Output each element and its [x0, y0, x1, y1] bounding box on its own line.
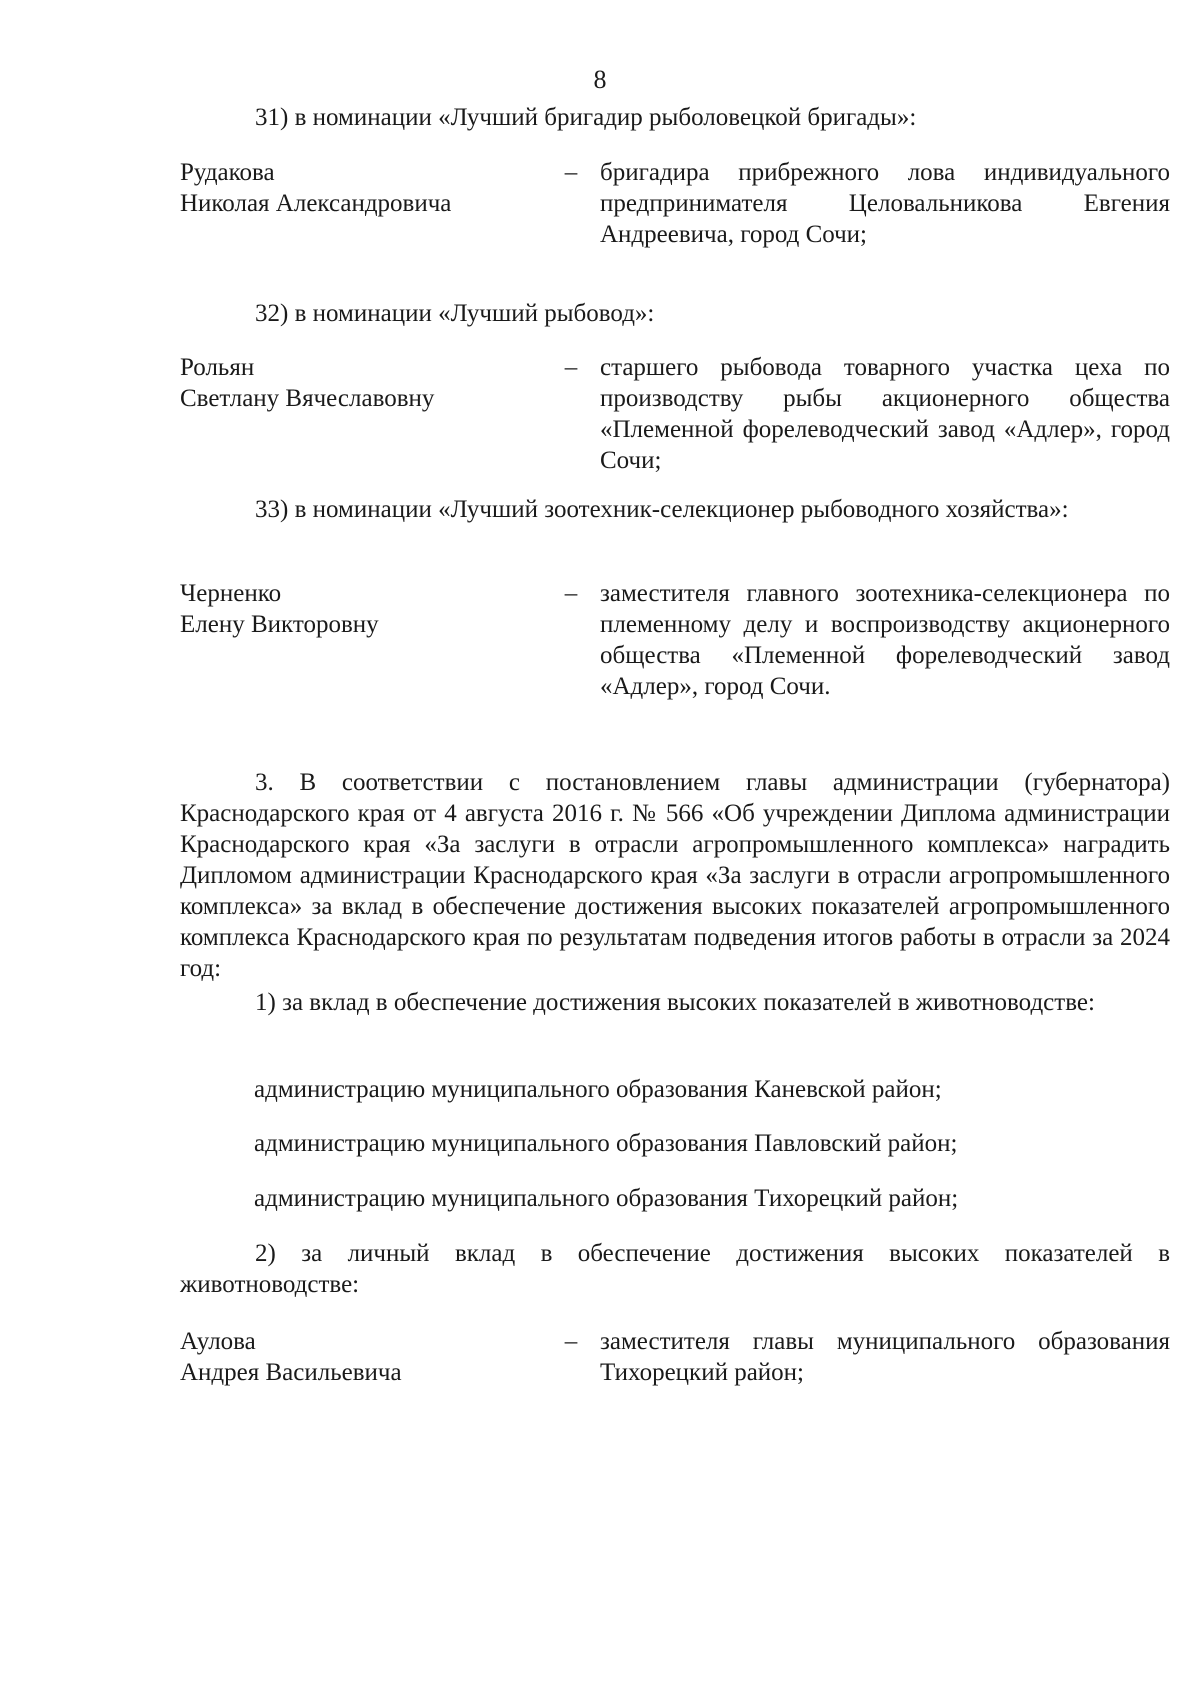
subsection-1-heading: 1) за вклад в обеспечение достижения высоких показателей в животноводстве:: [255, 989, 1095, 1016]
awardee-surname: Черненко: [180, 580, 282, 607]
section-31-heading: 31) в номинации «Лучший бригадир рыболовецкой бригады»:: [255, 104, 917, 131]
awardee-organization: администрацию муниципального образования Тихорецкий район;: [254, 1185, 959, 1212]
awardee-given-names: Николая Александровича: [180, 190, 452, 217]
section-32-heading: 32) в номинации «Лучший рыбовод»:: [255, 300, 655, 327]
awardee-surname: Рудакова: [180, 159, 275, 186]
clause-3-paragraph: 3. В соответствии с постановлением главы администрации (губернатора) Краснодарского края от 4 августа 2016 г. № 566 «Об учреждении Диплома администрации Краснодарского края «За заслуги в отрасли агропромышленного комплекса» наградить Дипломом администрации Краснодарского края «За заслуги в отрасли агропромышленного комплекса» за вклад в обеспечение достижения высоких показателей агропромышленного комплекса Краснодарского края по результатам подведения итогов работы в отрасли за 2024 год:: [180, 769, 1170, 982]
page-number: 8: [593, 65, 607, 94]
awardee-organization: администрацию муниципального образования Каневской район;: [254, 1076, 942, 1103]
dash-separator: –: [564, 354, 578, 381]
awardee-position: старшего рыбовода товарного участка цеха по производству рыбы акционерного общества «Племенной форелеводческий завод «Адлер», город Сочи;: [600, 354, 1170, 474]
awardee-name: [180, 578, 560, 640]
awardee-position: бригадира прибрежного лова индивидуального предпринимателя Целовальникова Евгения Андреевича, город Сочи;: [600, 159, 1170, 248]
subsection-2-heading: 2) за личный вклад в обеспечение достижения высоких показателей в животноводстве:: [180, 1240, 1170, 1298]
awardee-position: заместителя главы муниципального образования Тихорецкий район;: [600, 1328, 1170, 1386]
awardee-position: заместителя главного зоотехника-селекционера по племенному делу и воспроизводству акционерного общества «Племенной форелеводческий завод «Адлер», город Сочи.: [600, 580, 1170, 700]
awardee-organization: администрацию муниципального образования Павловский район;: [254, 1130, 958, 1157]
section-33-heading: 33) в номинации «Лучший зоотехник-селекционер рыбоводного хозяйства»:: [255, 496, 1069, 523]
awardee-name: [180, 157, 560, 219]
awardee-given-names: Елену Викторовну: [180, 611, 379, 638]
dash-separator: –: [564, 1328, 578, 1355]
awardee-given-names: Светлану Вячеславовну: [180, 385, 435, 412]
awardee-name: [180, 352, 560, 414]
dash-separator: –: [564, 159, 578, 186]
awardee-name: [180, 1326, 560, 1388]
dash-separator: –: [564, 580, 578, 607]
awardee-given-names: Андрея Васильевича: [180, 1359, 402, 1386]
awardee-surname: Рольян: [180, 354, 255, 381]
awardee-surname: Аулова: [180, 1328, 256, 1355]
